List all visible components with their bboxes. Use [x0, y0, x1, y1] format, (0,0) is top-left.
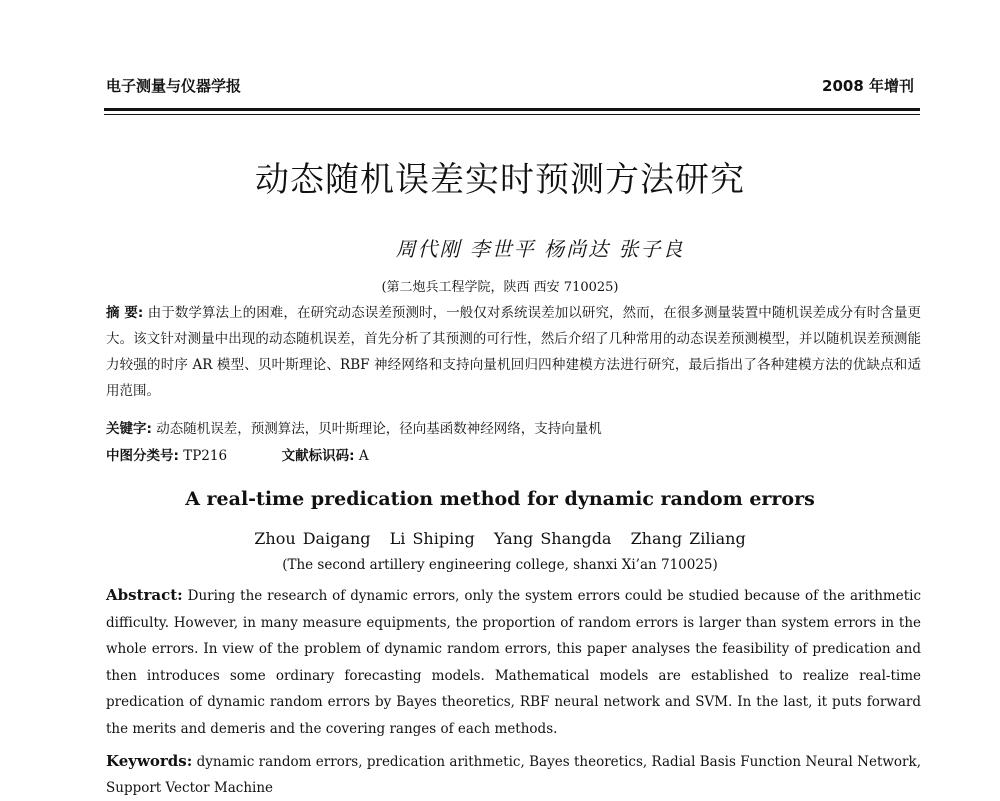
chinese-abstract-label: 摘 要: [106, 305, 144, 321]
classification-line [106, 443, 921, 469]
english-abstract-label: Abstract: [106, 586, 183, 604]
chinese-keywords-label: 关键字: [106, 421, 152, 437]
chinese-keywords-text: 动态随机误差，预测算法，贝叶斯理论，径向基函数神经网络，支持向量机 [156, 421, 602, 437]
english-authors [0, 529, 1000, 548]
english-keywords-label: Keywords: [106, 752, 193, 770]
doc-code-label: 文献标识码: [281, 448, 355, 464]
english-keywords-text: dynamic random errors, predication arithmetic, Bayes theoretics, Radial Basis Function Neural Network, Support Vector Machine [106, 754, 921, 796]
english-keywords [106, 748, 921, 801]
english-abstract [106, 582, 921, 742]
issue-label: 2008 年增刊 [822, 77, 914, 95]
english-abstract-text: During the research of dynamic errors, only the system errors could be studied because of the arithmetic difficulty. However, in many measure equipments, the proportion of random errors is larger than system errors in the whole errors. In view of the problem of dynamic random errors, this paper analyses the feasibility of predication and then introduces some ordinary forecasting models. Mathematical models are established to realize real-time predication of dynamic random errors by Bayes theoretics, RBF neural network and SVM. In the last, it puts forward the merits and demeris and the covering ranges of each methods. [106, 588, 922, 737]
header-rule-thick [104, 108, 920, 111]
english-title: A real-time predication method for dynamic random errors [185, 488, 815, 510]
header-rule-thin [104, 114, 920, 115]
clc-value: TP216 [183, 448, 228, 464]
chinese-authors: 周代刚 李世平 杨尚达 张子良 [395, 237, 685, 261]
clc-label: 中图分类号: [106, 448, 179, 464]
chinese-abstract [106, 300, 921, 404]
doc-code-value: A [358, 448, 369, 464]
author-name: Yang Shangda [493, 529, 612, 548]
chinese-keywords [106, 416, 921, 442]
author-name: Zhou Daigang [254, 529, 371, 548]
chinese-title: 动态随机误差实时预测方法研究 [255, 160, 745, 200]
journal-name: 电子测量与仪器学报 [106, 77, 242, 95]
chinese-abstract-text: 由于数学算法上的困难，在研究动态误差预测时，一般仅对系统误差加以研究，然而，在很多测量装置中随机误差成分有时含量更大。该文针对测量中出现的动态随机误差，首先分析了其预测的可行性，然后介绍了几种常用的动态误差预测模型，并以随机误差预测能力较强的时序 AR 模型、贝叶斯理论、RBF 神经网络和支持向量机回归四种建模方法进行研究，最后指出了各种建模方法的优缺点和适用范围。 [106, 305, 922, 399]
author-name: Li Shiping [389, 529, 475, 548]
english-affiliation: (The second artillery engineering college, shanxi Xi’an 710025) [282, 557, 718, 573]
chinese-affiliation: (第二炮兵工程学院，陕西 西安 710025) [381, 280, 619, 295]
author-name: Zhang Ziliang [630, 529, 746, 548]
